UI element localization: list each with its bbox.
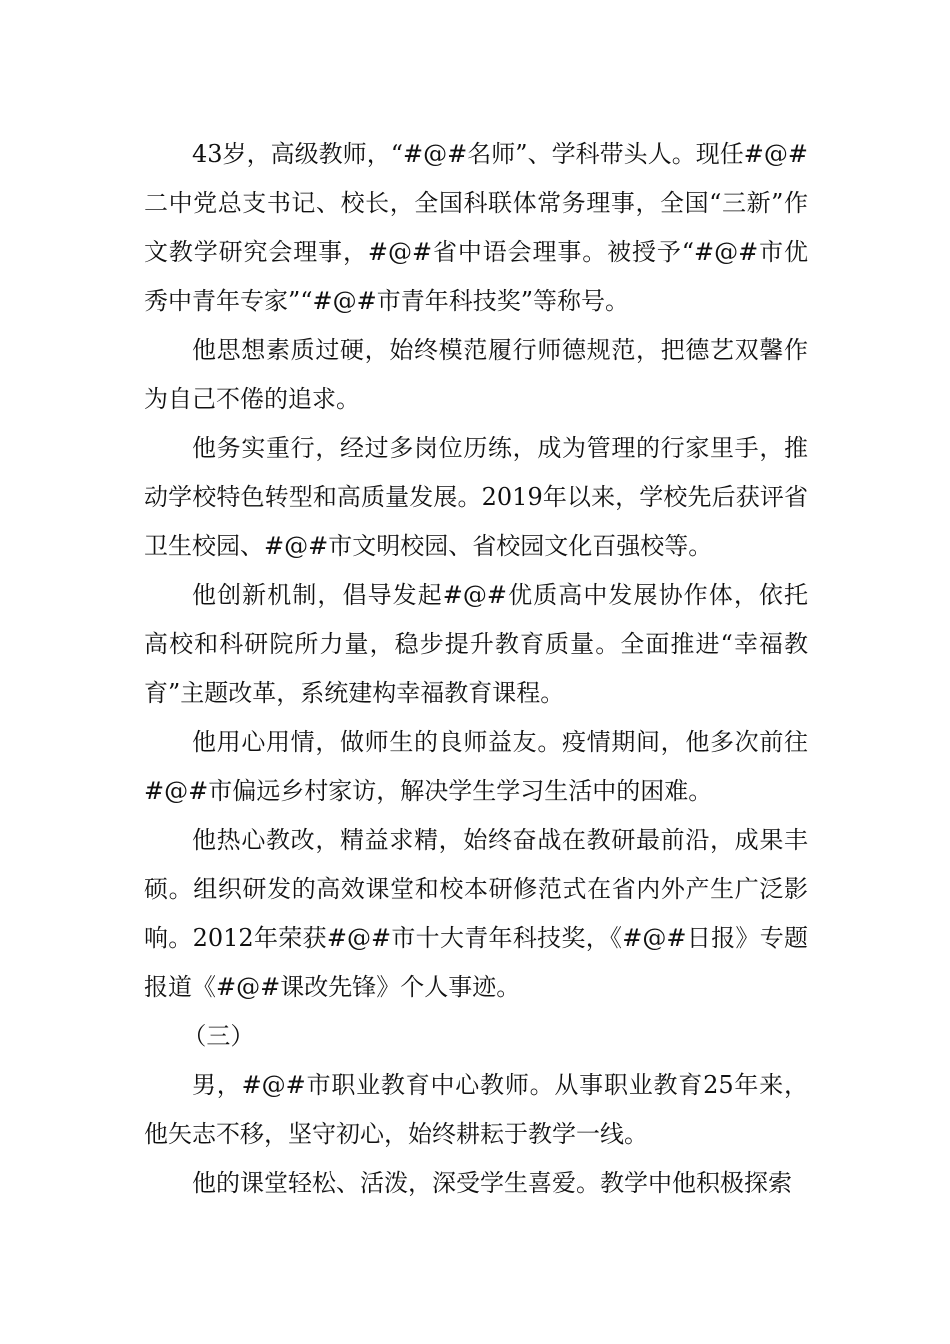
- paragraph-profile: 43岁，高级教师，“#@#名师”、学科带头人。现任#@#二中党总支书记、校长，全国科联体常务理事，全国“三新”作文教学研究会理事，#@#省中语会理事。被授予“#@#市优秀中青年专家”“#@#市青年科技奖”等称号。: [144, 140, 808, 315]
- paragraph-innovation: 他创新机制，倡导发起#@#优质高中发展协作体，依托高校和科研院所力量，稳步提升教育质量。全面推进“幸福教育”主题改革，系统建构幸福教育课程。: [144, 581, 808, 707]
- section-heading: （三）: [182, 1022, 255, 1050]
- paragraph-vocational: 男，#@#市职业教育中心教师。从事职业教育25年来，他矢志不移，坚守初心，始终耕耘于教学一线。: [144, 1071, 808, 1148]
- paragraph-research: 他热心教改，精益求精，始终奋战在教研最前沿，成果丰硕。组织研发的高效课堂和校本研修范式在省内外产生广泛影响。2012年荣获#@#市十大青年科技奖，《#@#日报》专题报道《#@#课改先锋》个人事迹。: [144, 826, 808, 1001]
- document-body: [144, 130, 808, 1208]
- paragraph-ethics: 他思想素质过硬，始终模范履行师德规范，把德艺双馨作为自己不倦的追求。: [144, 336, 808, 413]
- paragraph-management: 他务实重行，经过多岗位历练，成为管理的行家里手，推动学校特色转型和高质量发展。2019年以来，学校先后获评省卫生校园、#@#市文明校园、省校园文化百强校等。: [144, 434, 808, 560]
- paragraph-classroom: 他的课堂轻松、活泼，深受学生喜爱。教学中他积极探索: [192, 1169, 792, 1197]
- paragraph-care: 他用心用情，做师生的良师益友。疫情期间，他多次前往#@#市偏远乡村家访，解决学生学习生活中的困难。: [144, 728, 808, 805]
